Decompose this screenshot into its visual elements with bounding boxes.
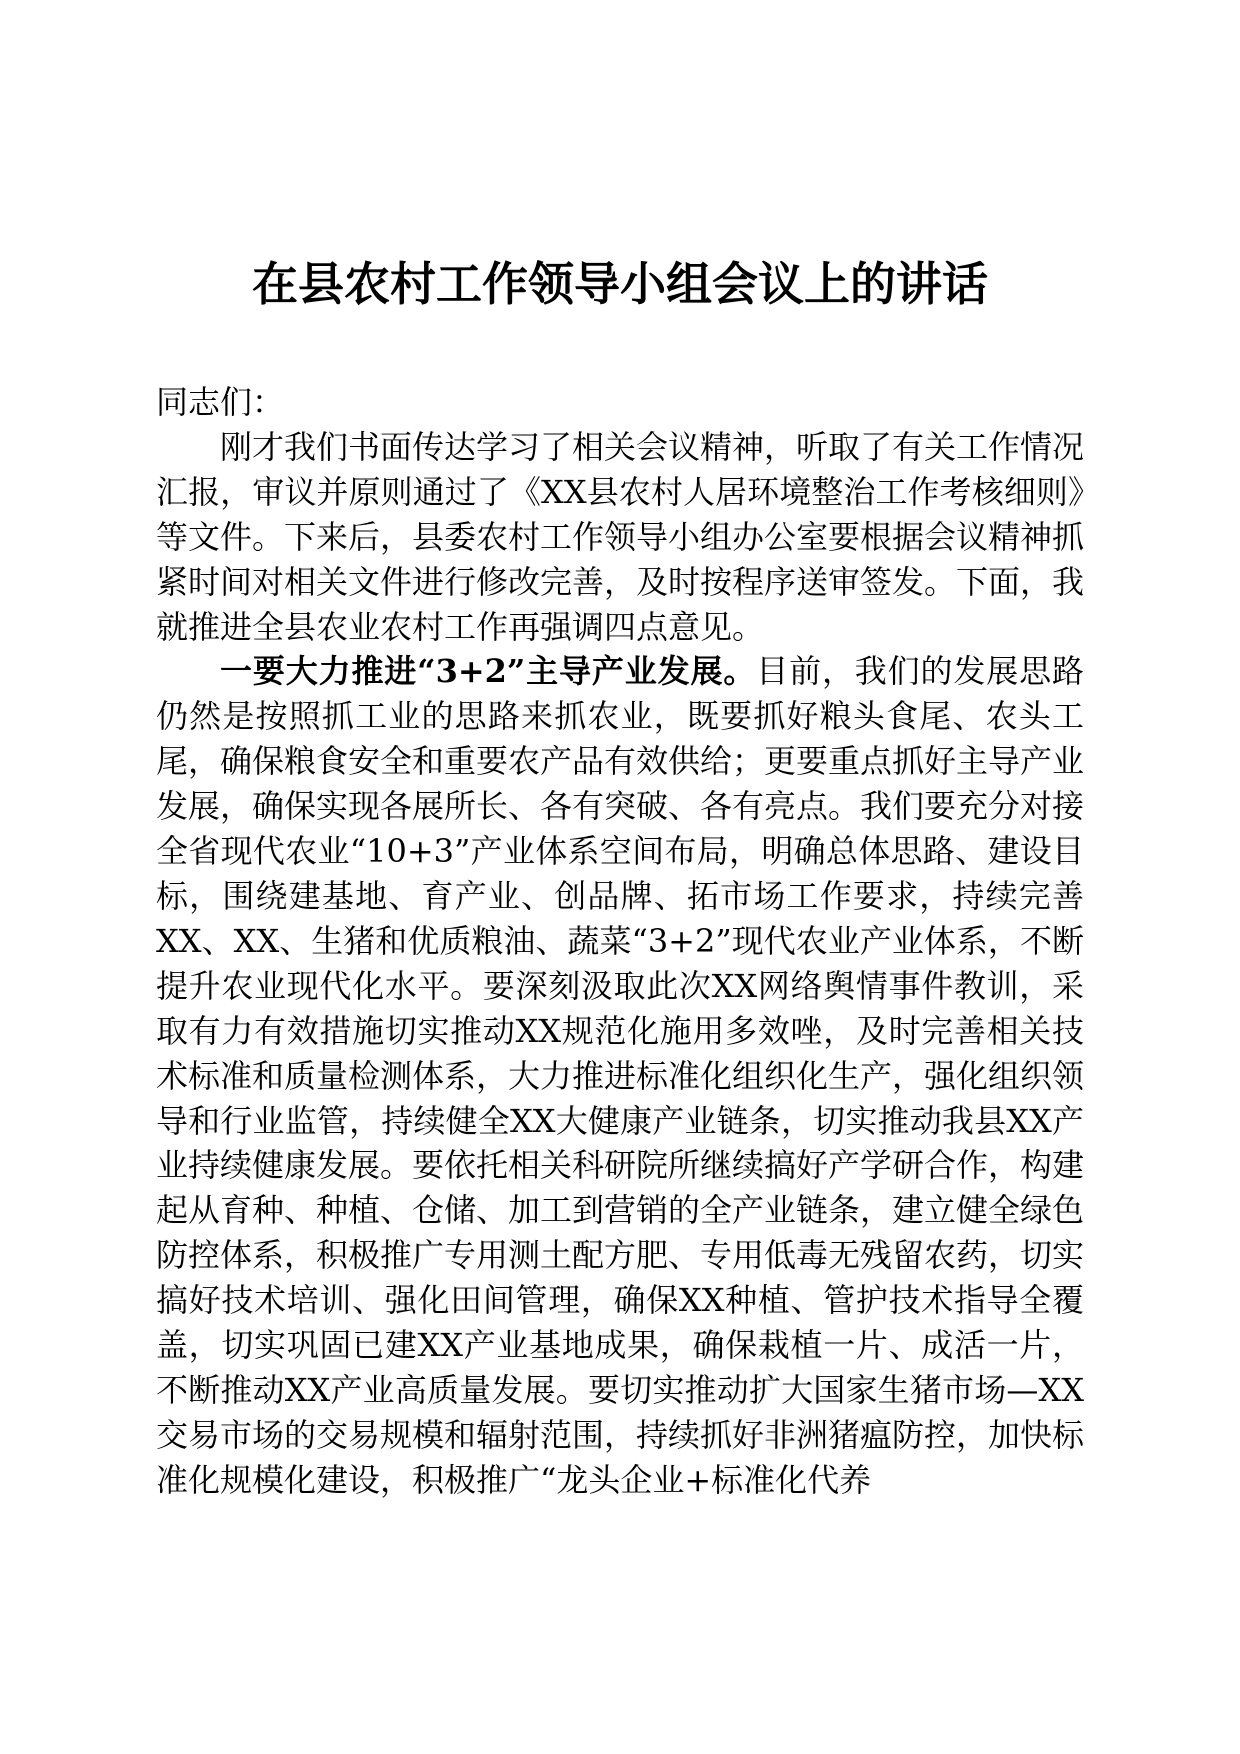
paragraph-1: 刚才我们书面传达学习了相关会议精神，听取了有关工作情况汇报，审议并原则通过了《XX县农村人居环境整治工作考核细则》等文件。下来后，县委农村工作领导小组办公室要根据会议精神抓紧时间对相关文件进行修改完善，及时按程序送审签发。下面，我就推进全县农业农村工作再强调四点意见。 xyxy=(156,427,1085,646)
document-title: 在县农村工作领导小组会议上的讲话 xyxy=(252,257,988,311)
paragraph-2-body: 目前，我们的发展思路仍然是按照抓工业的思路来抓农业，既要抓好粮头食尾、农头工尾，确保粮食安全和重要农产品有效供给；更要重点抓好主导产业发展，确保实现各展所长、各有突破、各有亮点。我们要充分对接全省现代农业“10+3”产业体系空间布局，明确总体思路、建设目标，围绕建基地、育产业、创品牌、拓市场工作要求，持续完善XX、XX、生猪和优质粮油、蔬菜“3+2”现代农业产业体系，不断提升农业现代化水平。要深刻汲取此次XX网络舆情事件教训，采取有力有效措施切实推动XX规范化施用多效唑，及时完善相关技术标准和质量检测体系，大力推进标准化组织化生产，强化组织领导和行业监管，持续健全XX大健康产业链条，切实推动我县XX产业持续健康发展。要依托相关科研院所继续搞好产学研合作，构建起从育种、种植、仓储、加工到营销的全产业链条，建立健全绿色防控体系，积极推广专用测土配方肥、专用低毒无残留农药，切实搞好技术培训、强化田间管理，确保XX种植、管护技术指导全覆盖，切实巩固已建XX产业基地成果，确保栽植一片、成活一片，不断推动XX产业高质量发展。要切实推动扩大国家生猪市场—XX交易市场的交易规模和辐射范围，持续抓好非洲猪瘟防控，加快标准化规模化建设，积极推广“龙头企业+标准化代养 xyxy=(156,652,1085,1499)
paragraph-2-lead: 一要大力推进“3+2”主导产业发展。 xyxy=(220,652,757,691)
paragraph-2 xyxy=(156,649,1084,1502)
document-body xyxy=(156,380,1084,1503)
salutation: 同志们： xyxy=(156,383,285,421)
